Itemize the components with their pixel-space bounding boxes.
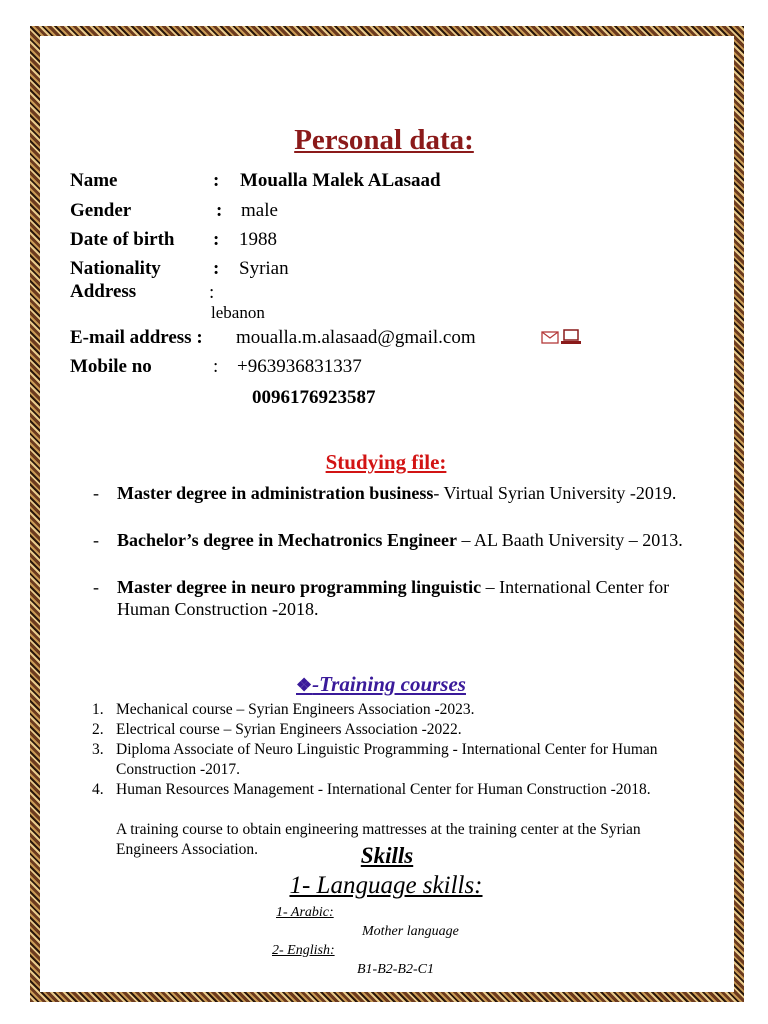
email-label: E-mail address : <box>70 327 203 348</box>
dob-value: 1988 <box>239 229 277 250</box>
degree-title: Master degree in administration business <box>117 483 434 503</box>
studying-file-heading: Studying file: <box>325 450 447 474</box>
dob-label: Date of birth <box>70 229 175 250</box>
bullet-dash: - <box>93 483 99 503</box>
degree-title: Bachelor’s degree in Mechatronics Engineer <box>117 530 457 550</box>
degree-detail: – International Center for Human Construction -2018. <box>117 577 670 619</box>
item-number: 3. <box>92 741 104 758</box>
arabic-level: Mother language <box>362 924 459 939</box>
diamond-bullet-icon: ❖ <box>296 675 313 695</box>
item-text: Mechanical course – Syrian Engineers Association -2023. <box>116 701 475 718</box>
training-title: -Training courses <box>312 672 466 696</box>
mobile-number-1: +963936831337 <box>237 356 362 377</box>
extra-text: A training course to obtain engineering mattresses at the training center at the Syrian Engineers Association. <box>116 821 641 858</box>
address-value: lebanon <box>211 303 265 322</box>
training-item <box>92 740 702 780</box>
email-computer-icon <box>541 329 583 345</box>
gender-value: male <box>241 200 278 221</box>
mobile-label: Mobile no <box>70 356 152 377</box>
nationality-label: Nationality <box>70 258 161 279</box>
education-item <box>93 529 693 551</box>
gender-label: Gender <box>70 200 132 221</box>
email-value: moualla.m.alasaad@gmail.com <box>236 327 476 348</box>
nationality-colon: : <box>213 258 220 279</box>
degree-detail: - Virtual Syrian University -2019. <box>433 483 677 503</box>
item-number: 1. <box>92 701 104 718</box>
bullet-dash: - <box>93 577 99 597</box>
name-value: Moualla Malek ALasaad <box>240 170 441 191</box>
gender-colon: : <box>216 200 223 221</box>
language-skills-heading: 1- Language skills: <box>289 872 483 899</box>
personal-data-heading: Personal data: <box>294 124 474 156</box>
bullet-dash: - <box>93 530 99 550</box>
dob-colon: : <box>213 229 220 250</box>
name-label: Name <box>70 170 118 191</box>
training-item <box>92 720 702 740</box>
item-text: Electrical course – Syrian Engineers Association -2022. <box>116 721 462 738</box>
degree-title: Master degree in neuro programming linguistic <box>117 577 482 597</box>
address-colon: : <box>209 282 215 303</box>
nationality-value: Syrian <box>239 258 289 279</box>
mobile-number-2: 0096176923587 <box>252 387 376 408</box>
degree-detail: – AL Baath University – 2013. <box>456 530 683 550</box>
english-label: 2- English: <box>272 943 335 958</box>
item-text: Human Resources Management - International Center for Human Construction -2018. <box>116 781 651 798</box>
item-text: Diploma Associate of Neuro Linguistic Programming - International Center for Human Construction -2017. <box>116 741 658 778</box>
skills-heading: Skills <box>360 843 414 868</box>
training-courses-heading <box>296 672 466 697</box>
item-number: 2. <box>92 721 104 738</box>
training-item <box>92 780 702 800</box>
mobile-colon: : <box>213 356 219 377</box>
education-item <box>93 576 693 620</box>
address-label: Address <box>70 281 137 302</box>
item-number: 4. <box>92 781 104 798</box>
name-colon: : <box>213 170 220 191</box>
education-item <box>93 482 693 504</box>
arabic-label: 1- Arabic: <box>276 905 334 920</box>
english-level: B1-B2-B2-C1 <box>357 962 434 977</box>
training-item <box>92 700 702 720</box>
